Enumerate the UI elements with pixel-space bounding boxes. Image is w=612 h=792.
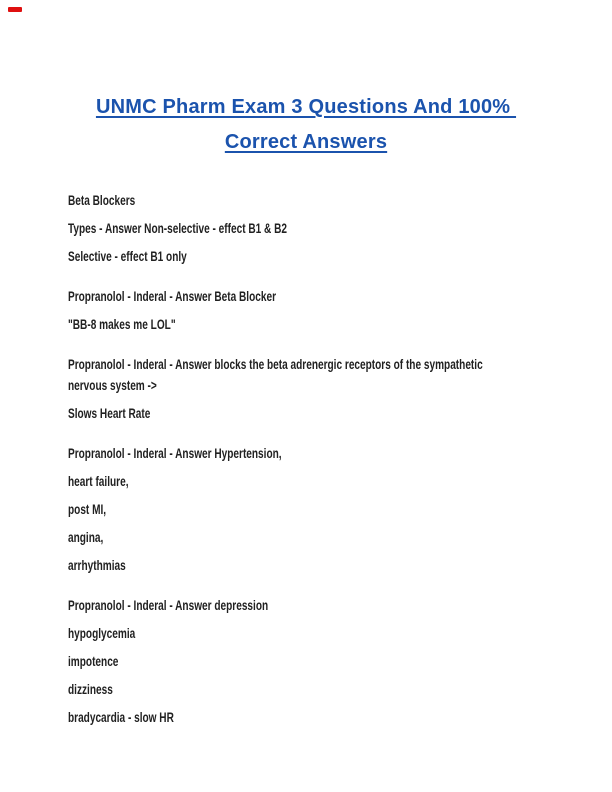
body-line: Propranolol - Inderal - Answer depression [68, 597, 269, 613]
page-title [40, 90, 572, 160]
body-line: "BB-8 makes me LOL" [68, 316, 176, 332]
red-corner-mark [8, 7, 22, 12]
body-line: Slows Heart Rate [68, 405, 151, 421]
body-line: impotence [68, 653, 119, 669]
body-line: hypoglycemia [68, 625, 136, 641]
document-body [68, 190, 572, 728]
body-line: Propranolol - Inderal - Answer Beta Blocker [68, 288, 277, 304]
body-line: Types - Answer Non-selective - effect B1 & B2 [68, 220, 288, 236]
page-title-line-2: Correct Answers [224, 131, 388, 153]
body-line: Propranolol - Inderal - Answer Hypertension, [68, 445, 282, 461]
body-line: arrhythmias [68, 557, 126, 573]
body-line: angina, [68, 529, 104, 545]
body-line: post MI, [68, 501, 107, 517]
page-title-line-1: UNMC Pharm Exam 3 Questions And 100% [95, 96, 517, 118]
body-line: Propranolol - Inderal - Answer blocks the beta adrenergic receptors of the sympathetic [68, 356, 483, 372]
body-line: Beta Blockers [68, 192, 136, 208]
body-line: Selective - effect B1 only [68, 248, 187, 264]
body-line: bradycardia - slow HR [68, 709, 174, 725]
body-line: nervous system -> [68, 377, 157, 393]
body-line: heart failure, [68, 473, 129, 489]
body-line: dizziness [68, 681, 113, 697]
